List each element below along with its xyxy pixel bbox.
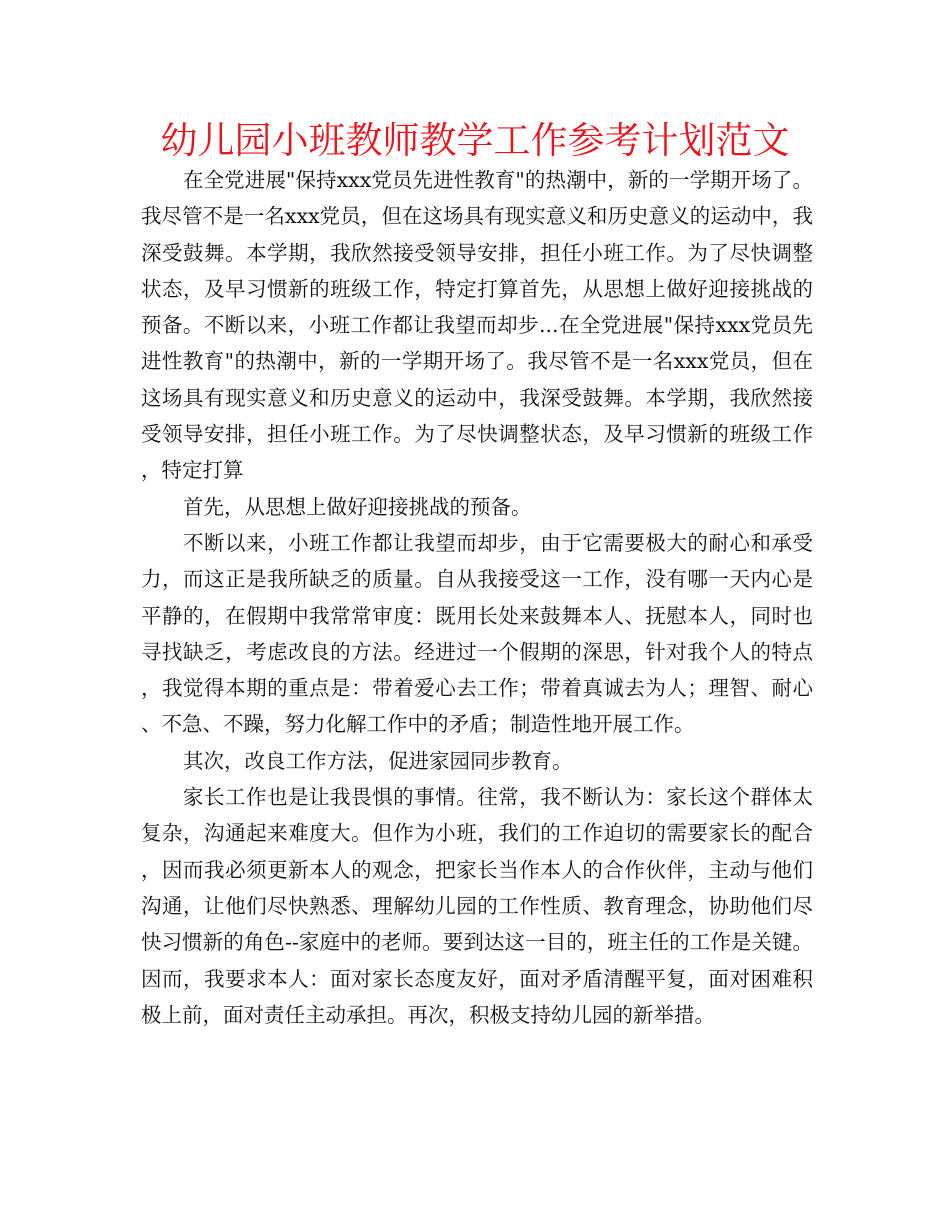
paragraph-first-detail: 不断以来，小班工作都让我望而却步，由于它需要极大的耐心和承受力，而这正是我所缺乏的质量。自从我接受这一工作，没有哪一天内心是平静的，在假期中我常常审度：既用长处来鼓舞本人、抚慰本人，同时也寻找缺乏，考虑改良的方法。经进过一个假期的深思，针对我个人的特点，我觉得本期的重点是：带着爱心去工作；带着真诚去为人；理智、耐心、不急、不躁，努力化解工作中的矛盾；制造性地开展工作。 <box>141 530 813 737</box>
document-title: 幼儿园小班教师教学工作参考计划范文 <box>160 119 790 162</box>
paragraph-second-point: 其次，改良工作方法，促进家园同步教育。 <box>183 748 573 773</box>
paragraph-second-detail: 家长工作也是让我畏惧的事情。往常，我不断认为：家长这个群体太复杂，沟通起来难度大。但作为小班，我们的工作迫切的需要家长的配合，因而我必须更新本人的观念，把家长当作本人的合作伙伴，主动与他们沟通，让他们尽快熟悉、理解幼儿园的工作性质、教育理念，协助他们尽快习惯新的角色--家庭中的老师。要到达这一目的，班主任的工作是关键。因而，我要求本人：面对家长态度友好，面对矛盾清醒平复，面对困难积极上前，面对责任主动承担。再次，积极支持幼儿园的新举措。 <box>141 785 813 1027</box>
document-body <box>141 162 813 1033</box>
paragraph-intro: 在全党进展"保持xxx党员先进性教育"的热潮中，新的一学期开场了。我尽管不是一名xxx党员，但在这场具有现实意义和历史意义的运动中，我深受鼓舞。本学期，我欣然接受领导安排，担任小班工作。为了尽快调整状态，及早习惯新的班级工作，特定打算首先，从思想上做好迎接挑战的预备。不断以来，小班工作都让我望而却步...在全党进展"保持xxx党员先进性教育"的热潮中，新的一学期开场了。我尽管不是一名xxx党员，但在这场具有现实意义和历史意义的运动中，我深受鼓舞。本学期，我欣然接受领导安排，担任小班工作。为了尽快调整状态，及早习惯新的班级工作，特定打算 <box>141 168 813 483</box>
paragraph-first-point: 首先，从思想上做好迎接挑战的预备。 <box>183 494 532 519</box>
